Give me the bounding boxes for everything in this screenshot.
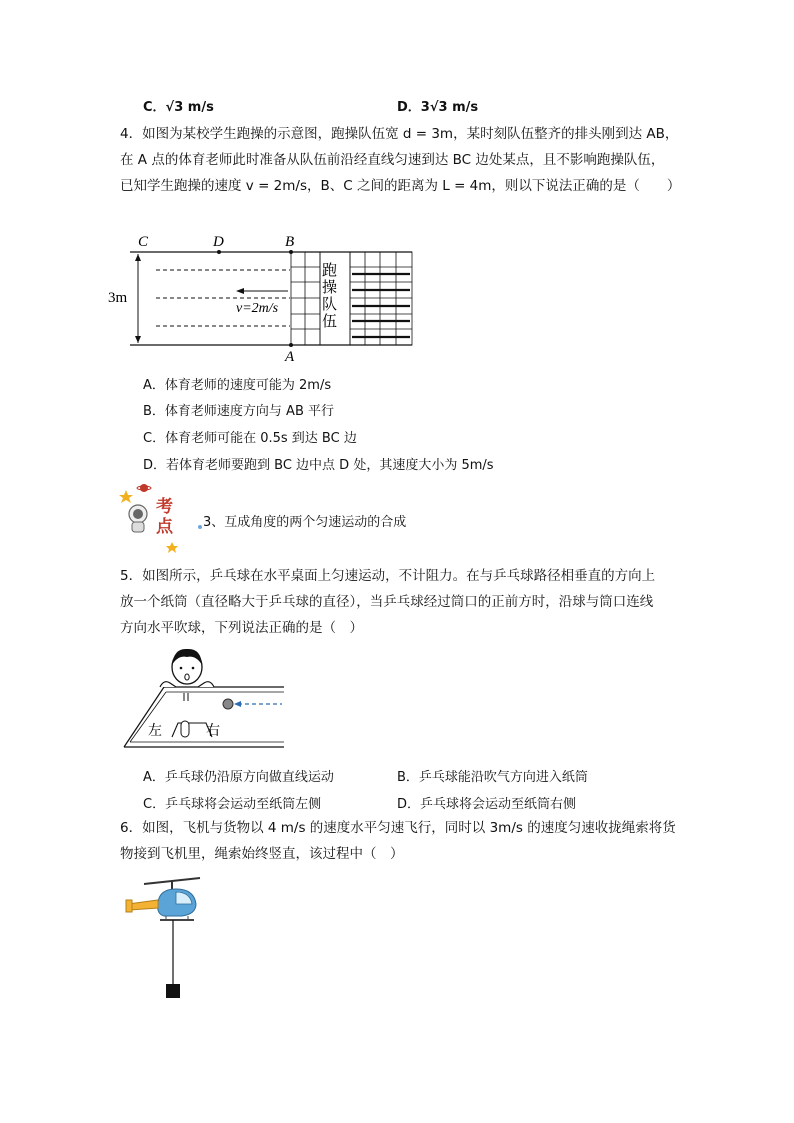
q6-stem-line1: 6．如图，飞机与货物以 4 m/s 的速度水平匀速飞行，同时以 3m/s 的速度匀速收拢绳索将货 [120, 820, 676, 836]
team-label: 跑操队伍 [320, 262, 338, 330]
q5-pingpong-figure [120, 645, 290, 755]
right-label: 右 [206, 723, 220, 739]
star-icon [119, 490, 133, 503]
width-label: 3m [108, 290, 128, 306]
q4-stem-line2: 在 A 点的体育老师此时准备从队伍前沿经直线匀速到达 BC 边处某点，且不影响跑操队伍， [120, 152, 665, 168]
q3-option-c: C．√3 m/s [143, 100, 214, 115]
q5-option-d: D．乒乓球将会运动至纸筒右侧 [397, 797, 577, 812]
person-illustration [160, 649, 214, 701]
q3-option-d: D．3√3 m/s [397, 100, 479, 115]
pingpong-ball [223, 699, 233, 709]
q6-stem-line2: 物接到飞机里，绳索始终竖直，该过程中（ ） [120, 846, 404, 862]
q5-stem-line1: 5．如图所示，乒乓球在水平桌面上匀速运动，不计阻力。在与乒乓球路径相垂直的方向上 [120, 568, 656, 584]
label-a: A [285, 349, 295, 365]
q6-helicopter-figure [124, 874, 204, 1000]
label-b: B [285, 234, 295, 250]
helicopter-icon [126, 878, 200, 920]
q5-option-c: C．乒乓球将会运动至纸筒左侧 [143, 797, 322, 812]
q5-option-b: B．乒乓球能沿吹气方向进入纸筒 [397, 770, 588, 785]
kaodian-text: 3、互成角度的两个匀速运动的合成 [203, 515, 407, 530]
left-label: 左 [148, 723, 162, 739]
label-d: D [213, 234, 224, 250]
q4-stem-line3: 已知学生跑操的速度 v = 2m/s，B、C 之间的距离为 L = 4m，则以下说法正确的是（ ） [120, 178, 681, 194]
q5-option-a: A．乒乓球仍沿原方向做直线运动 [143, 770, 334, 785]
kaodian-badge [118, 482, 208, 557]
q4-option-a: A．体育老师的速度可能为 2m/s [143, 378, 332, 393]
q4-option-b: B．体育老师速度方向与 AB 平行 [143, 404, 334, 419]
q5-stem-line2: 放一个纸筒（直径略大于乒乓球的直径），当乒乓球经过筒口的正前方时，沿球与筒口连线 [120, 594, 654, 610]
q4-stem-line1: 4．如图为某校学生跑操的示意图，跑操队伍宽 d = 3m，某时刻队伍整齐的排头刚到达 AB， [120, 126, 679, 142]
label-c: C [138, 234, 149, 250]
q4-option-c: C．体育老师可能在 0.5s 到达 BC 边 [143, 431, 357, 446]
badge-char-kao: 考 [156, 497, 173, 517]
velocity-label: v=2m/s [236, 301, 279, 316]
q4-option-d: D．若体育老师要跑到 BC 边中点 D 处，其速度大小为 5m/s [143, 458, 494, 473]
cargo-box [166, 984, 180, 998]
q4-running-figure [108, 228, 420, 368]
star-icon [166, 542, 178, 553]
badge-char-dian: 点 [156, 517, 173, 537]
q5-stem-line3: 方向水平吹球，下列说法正确的是（ ） [120, 620, 363, 636]
